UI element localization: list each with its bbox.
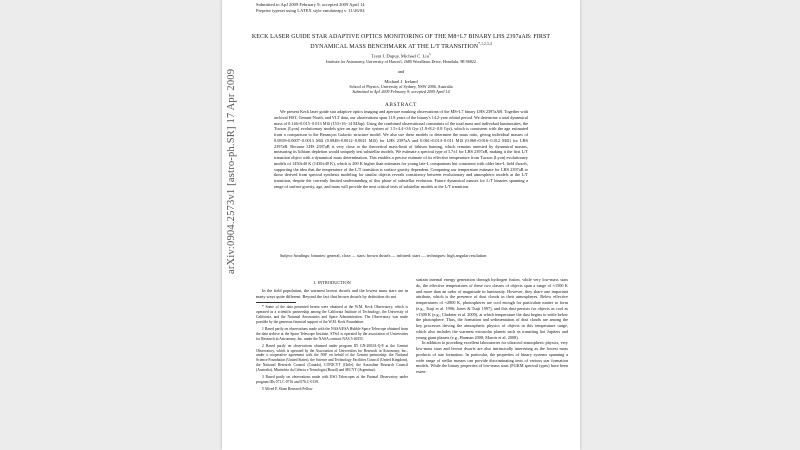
author-footnote-mark: 5 bbox=[428, 52, 431, 56]
typeset-line: Preprint typeset using LATEX style emulateapj v. 11/26/04 bbox=[256, 7, 365, 13]
title-text: KECK LASER GUIDE STAR ADAPTIVE OPTICS MONITORING OF THE M8+L7 BINARY LHS 2397aAB: FIRST DYNAMICAL MASS BENCHMARK AT THE L/T TRANSITION bbox=[251, 34, 551, 50]
abstract-text: We present Keck laser guide star adaptive optics imaging and aperture masking observations of the M8+L7 binary LHS 2397aAB. Together with archival HST, Gemini-North, and VLT data, our observations span 11.8 years of the binary's 14.2-year orbital period. We determine a total dynamical mass of 0.146+0.015−0.013 M⊙ (153+16−14 MJup). Using the combined observational constraints of the total mass and individual luminosities, the Tucson (Lyon) evolutionary models give an age for the system of 1.5+4.4−0.6 Gyr (1.8+8.2−0.8 Gyr), which is consistent with the age estimated from a comparison to the Besançon Galactic structure model. We also use these models to determine the mass ratio, giving individual masses of 0.0839+0.0007−0.0013 M⊙ (0.0848+0.0012−0.0021 M⊙) for LHS 2397aA and 0.061+0.014−0.011 M⊙ (0.060+0.016−0.012 M⊙) for LHS 2397aB. Because LHS 2397aB is very close to the theoretical mass-limit of lithium burning, which remains untested by dynamical masses, measuring its lithium depletion would uniquely test substellar models. We estimate a spectral type of L7±1 for LHS 2397aB, making it the first L/T transition object with a dynamical mass determination. This enables a precise estimate of its effective temperature from Tucson (Lyon) evolutionary models of 1450±40 K (1430±40 K), which is 200 K higher than estimates for young late-L companions but consistent with older late-L field dwarfs, supporting the idea that the temperature of the L/T transition is surface gravity dependent. Comparing our temperature estimate for LHS 2397aB to those derived from spectral synthesis modeling for similar objects reveals consistency between evolutionary and atmospheric models at the L/T transition, despite the currently limited understanding of this phase of substellar evolution. Future dynamical masses for L/T binaries spanning a range of surface gravity, age, and mass will provide the next critical tests of substellar models at the L/T transition. bbox=[274, 109, 528, 189]
intro-paragraph-left: In the field population, the warmest brown dwarfs and the lowest mass stars are in many ways quite different. Beyond the fact that brown dwarfs by definition do not bbox=[256, 287, 408, 299]
intro-paragraph-right-2: In addition to providing excellent laboratories for ultracool atmospheric physics, very low-mass stars and brown dwarfs are also intrinsically interesting as the lowest mass products of star formation. In particular, the properties of binary systems spanning a wide range of stellar masses can provide discriminating tests of various star formation models. While the binary properties of low-mass stars (FGKM spectral types) have been exten- bbox=[416, 340, 568, 374]
affiliation-ifa: Institute for Astronomy, University of Hawai'i, 2680 Woodlawn Drive, Honolulu, HI 96822 bbox=[326, 58, 476, 64]
arxiv-identifier: arXiv:0904.2573v1 [astro-ph.SR] 17 Apr 2009 bbox=[226, 68, 237, 274]
intro-paragraph-right-1: sustain internal energy generation through hydrogen fusion, while very low-mass stars do, the effective temperatures of these two classes of objects span a range of ≈1500 K and more than an order of magnitude in luminosity. However, they share one important attribute, which is the presence of dust clouds in their atmospheres. Below effective temperatures of ≈2800 K, photospheres are cool enough for particulate matter to form (e.g., Tsuji et al. 1996; Jones & Tsuji 1997), and this dust persists for objects as cool as ≈1300 K (e.g., Chabrier et al. 2000), at which temperature the dust begins to settle below the photosphere. Thus, the formation and sedimentation of dust clouds are among the key processes driving the atmospheric physics of objects in this temperature range, which also includes the warmest extrasolar planets such as transiting hot Jupiters and young giant planets (e.g., Barman 2008; Marois et al. 2008). bbox=[416, 277, 568, 340]
footnote-keck: * Some of the data presented herein were obtained at the W.M. Keck Observatory, which is operated as a scientific partnership among the California Institute of Technology, the University of California, and the National Aeronautics and Space Administration. The Observatory was made possible by the generous financial support of the W.M. Keck Foundation. bbox=[256, 305, 408, 324]
author-and: and bbox=[397, 68, 405, 74]
submitted-line: Submitted to ApJ 2009 February 9; accepted 2009 April 14 bbox=[352, 88, 450, 94]
footnote-sloan: 5 Alfred P. Sloan Research Fellow bbox=[262, 386, 313, 391]
affiliation-sydney: School of Physics, University of Sydney, NSW 2006, Australia bbox=[349, 83, 453, 89]
subject-label: Subject headings: bbox=[280, 253, 311, 258]
paper-title bbox=[236, 34, 566, 51]
paper-page bbox=[222, 0, 580, 450]
author-block bbox=[236, 52, 566, 94]
title-footnote-marks: *,1,2,3,4 bbox=[478, 42, 492, 46]
footnote-rule bbox=[256, 302, 296, 303]
left-column bbox=[256, 280, 408, 392]
subject-list: binaries: general, close — stars: brown dwarfs — infrared: stars — techniques: high angular resolution bbox=[311, 253, 487, 258]
preprint-header bbox=[256, 2, 365, 13]
abstract-heading: ABSTRACT bbox=[385, 102, 417, 108]
introduction-heading: 1. INTRODUCTION bbox=[313, 280, 351, 285]
authors-secondary: Michael J. Ireland bbox=[384, 78, 418, 84]
footnote-gemini: 2 Based partly on observations obtained under program ID GN-2003A-Q-8 at the Gemini Observatory, which is operated by the Association of Universities for Research in Astronomy, Inc., under a cooperative agreement with the NSF on behalf of the Gemini partnership: the National Science Foundation (United States), the Science and Technology Facilities Council (United Kingdom), the National Research Council (Canada), CONICYT (Chile), the Australian Research Council (Australia), Ministério da Ciência e Tecnologia (Brazil) and SECYT (Argentina). bbox=[256, 343, 408, 373]
footnote-hst: 1 Based partly on observations made with the NASA/ESA Hubble Space Telescope obtained from the data archive at the Space Telescope Institute. STScI is operated by the association of Universities for Research in Astronomy, Inc. under the NASA contract NAS 5-26555. bbox=[256, 326, 408, 341]
right-column bbox=[416, 277, 568, 375]
footnote-eso: 3 Based partly on observations made with ESO Telescopes at the Paranal Observatory under program IDs 071.C-0716 and 076.C-0139. bbox=[256, 375, 408, 384]
subject-headings bbox=[274, 253, 528, 259]
submission-line: Submitted to ApJ 2009 February 9; accepted 2009 April 14 bbox=[256, 2, 365, 7]
authors-primary: Trent J. Dupuy, Michael C. Liu bbox=[371, 53, 429, 59]
